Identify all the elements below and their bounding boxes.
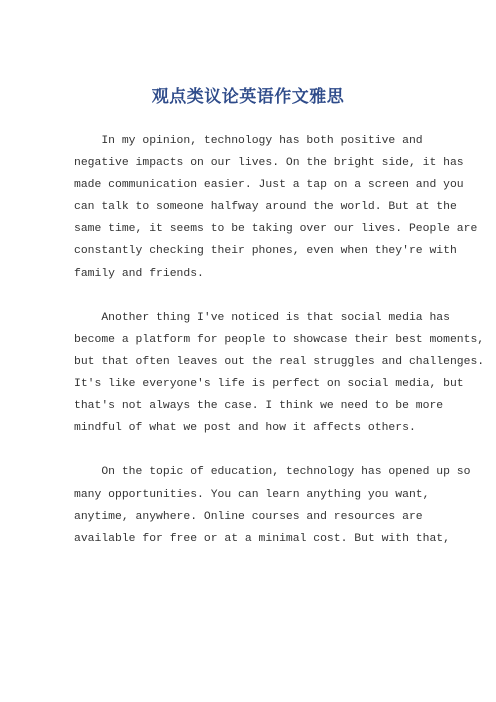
text-line: can talk to someone halfway around the world. But at the	[74, 201, 457, 214]
text-line: On the topic of education, technology has opened up so	[74, 466, 471, 479]
text-line: mindful of what we post and how it affects others.	[74, 422, 416, 435]
text-line: negative impacts on our lives. On the bright side, it has	[74, 157, 464, 170]
paragraph	[74, 461, 471, 549]
text-line: made communication easier. Just a tap on a screen and you	[74, 179, 464, 192]
text-line: that's not always the case. I think we need to be more	[74, 400, 444, 413]
paragraph-spacer	[74, 285, 434, 307]
text-line: anytime, anywhere. Online courses and resources are	[74, 510, 423, 523]
text-line: same time, it seems to be taking over our lives. People are	[74, 223, 478, 236]
text-line: It's like everyone's life is perfect on social media, but	[74, 378, 464, 391]
text-line: available for free or at a minimal cost. But with that,	[74, 532, 450, 545]
document-title: 观点类议论英语作文雅思	[151, 87, 345, 107]
text-line: become a platform for people to showcase their best moments,	[74, 333, 485, 346]
text-line: Another thing I've noticed is that social media has	[74, 311, 450, 324]
text-line: constantly checking their phones, even when they're with	[74, 245, 457, 258]
text-line: In my opinion, technology has both positive and	[74, 135, 423, 147]
paragraph-spacer	[74, 439, 434, 461]
paragraph	[74, 130, 478, 285]
text-line: family and friends.	[74, 267, 204, 280]
document-body	[74, 130, 485, 550]
text-line: but that often leaves out the real struggles and challenges.	[74, 355, 485, 368]
text-line: many opportunities. You can learn anything you want,	[74, 488, 430, 501]
paragraph	[74, 307, 485, 440]
